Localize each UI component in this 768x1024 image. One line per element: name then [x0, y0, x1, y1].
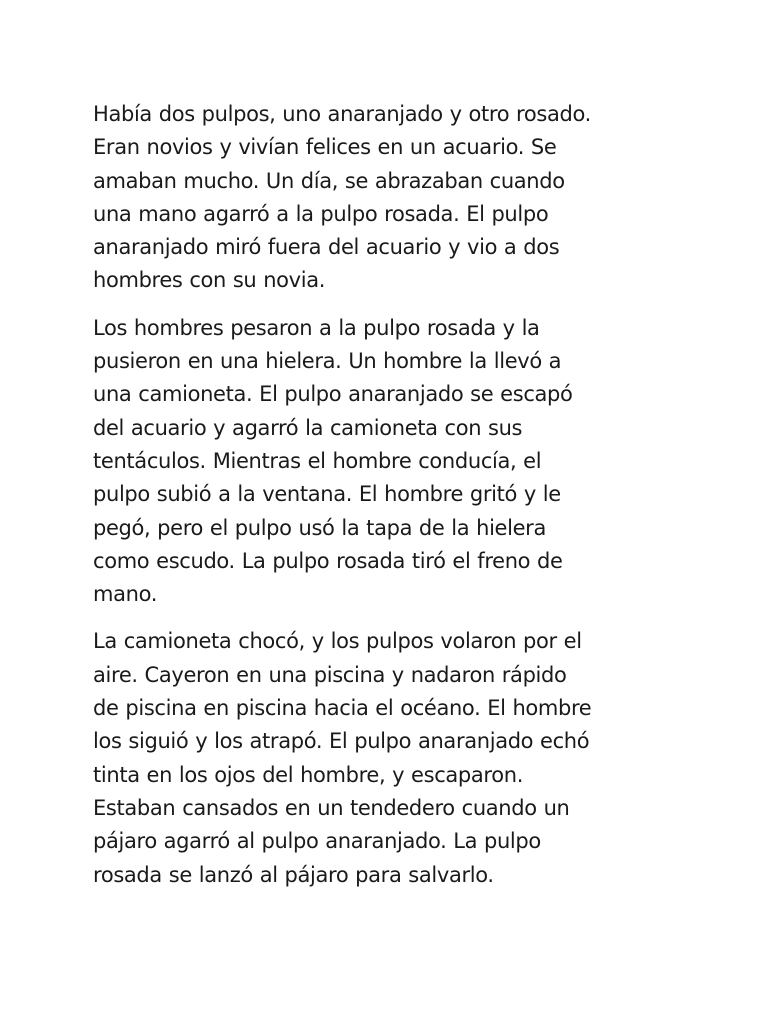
paragraph-3: La camioneta chocó, y los pulpos volaron por el aire. Cayeron en una piscina y nadaron rápido de piscina en piscina hacia el océano. El hombre los siguió y los atrapó. El pulpo anaranjado echó tinta en los ojos del hombre, y escaparon. Estaban cansados en un tendedero cuando un pájaro agarró al pulpo anaranjado. La pulpo rosada se lanzó al pájaro para salvarlo. — [93, 629, 592, 887]
paragraph-2: Los hombres pesaron a la pulpo rosada y la pusieron en una hielera. Un hombre la llevó a una camioneta. El pulpo anaranjado se escapó del acuario y agarró la camioneta con sus tentáculos. Mientras el hombre conducía, el pulpo subió a la ventana. El hombre gritó y le pegó, pero el pulpo usó la tapa de la hielera como escudo. La pulpo rosada tiró el freno de mano. — [93, 315, 573, 607]
paragraph-1: Había dos pulpos, uno anaranjado y otro rosado. Eran novios y vivían felices en un acuario. Se amaban mucho. Un día, se abrazaban cuando una mano agarró a la pulpo rosada. El pulpo anaranjado miró fuera del acuario y vio a dos hombres con su novia. — [93, 102, 591, 293]
story-text — [93, 98, 693, 906]
